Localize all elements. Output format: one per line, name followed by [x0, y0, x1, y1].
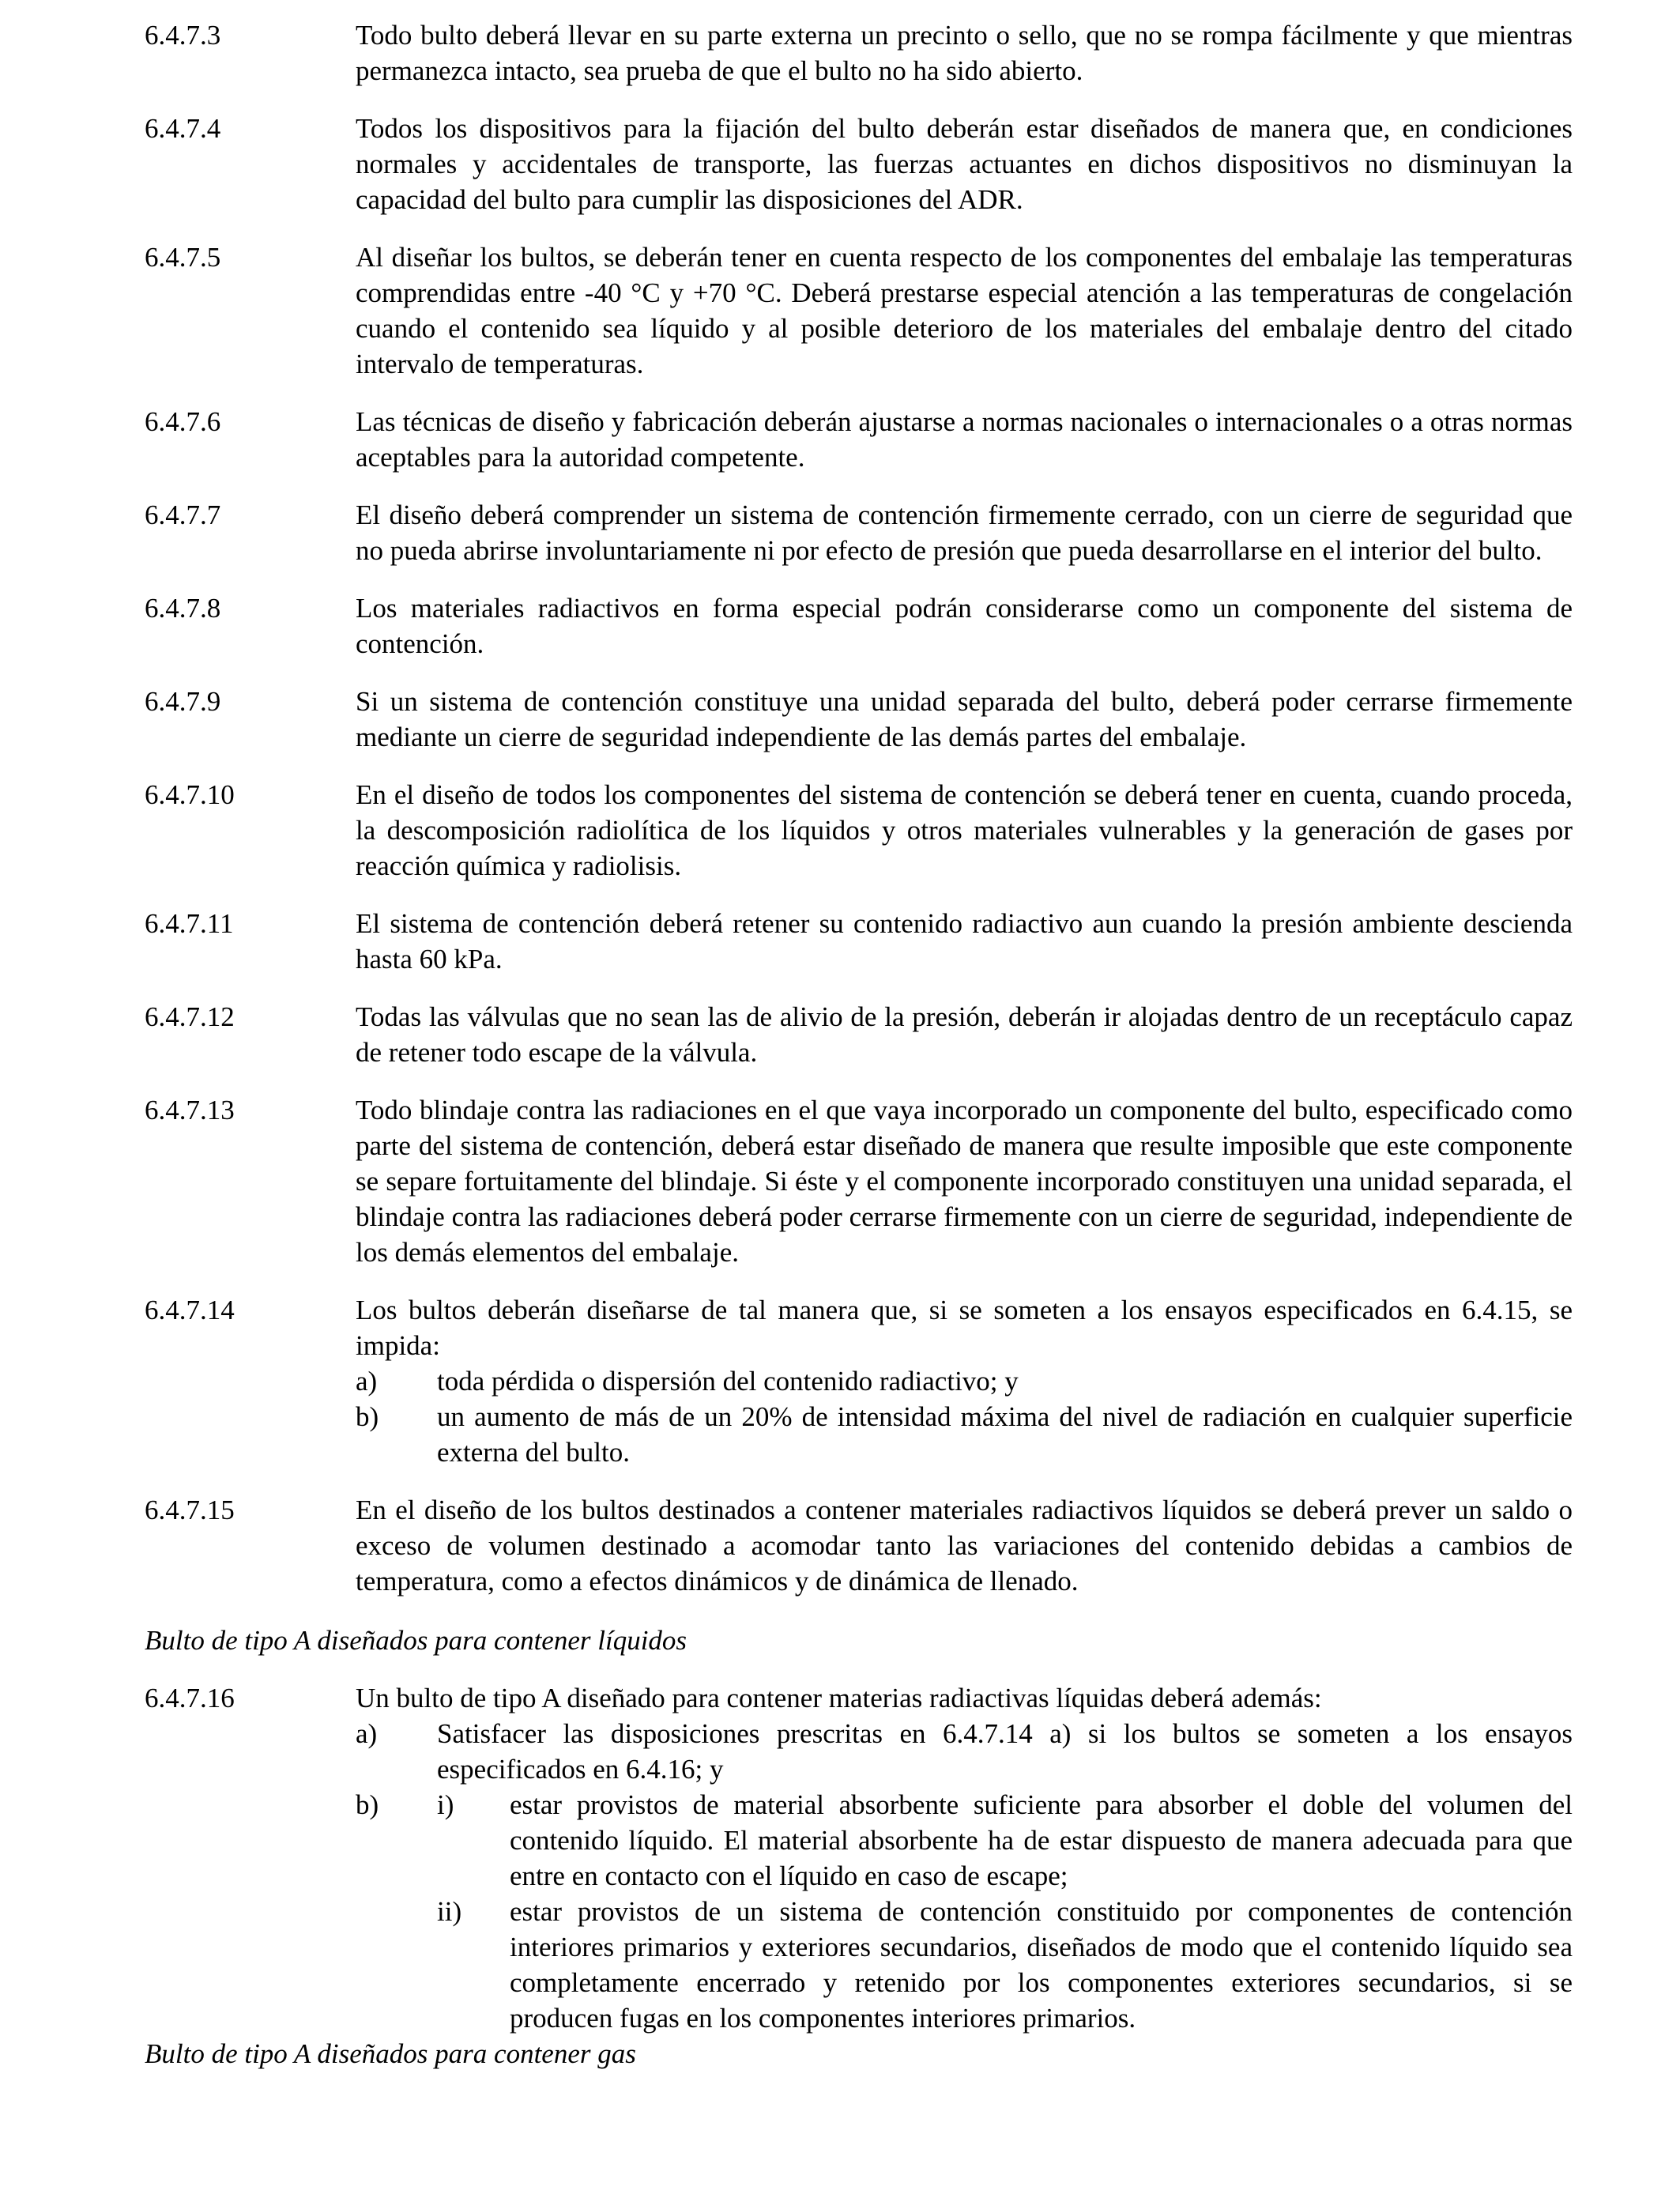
- clause: [145, 17, 1573, 89]
- clause: [145, 239, 1573, 382]
- clause-text: Las técnicas de diseño y fabricación deberán ajustarse a normas nacionales o internacionales o a otras normas aceptables para la autoridad competente.: [356, 406, 1573, 473]
- clause-body: [356, 1292, 1573, 1470]
- list-item-text: toda pérdida o dispersión del contenido radiactivo; y: [437, 1366, 1019, 1397]
- clause-number: 6.4.7.15: [145, 1495, 235, 1525]
- clause-body: [356, 777, 1573, 884]
- list-item: [356, 1363, 1573, 1399]
- list-item-text: un aumento de más de un 20% de intensidad máxima del nivel de radiación en cualquier superficie externa del bulto.: [437, 1401, 1573, 1468]
- clause-text: Todo bulto deberá llevar en su parte externa un precinto o sello, que no se rompa fácilmente y que mientras permanezca intacto, sea prueba de que el bulto no ha sido abierto.: [356, 20, 1573, 86]
- clause-body: [356, 111, 1573, 217]
- clause: [145, 404, 1573, 475]
- clause-number: 6.4.7.13: [145, 1095, 235, 1125]
- clause-body: [356, 497, 1573, 568]
- clause-text: El sistema de contención deberá retener su contenido radiactivo aun cuando la presión ambiente descienda hasta 60 kPa.: [356, 908, 1573, 974]
- clause: [145, 999, 1573, 1070]
- clause: [145, 906, 1573, 977]
- clause-number: 6.4.7.8: [145, 593, 221, 624]
- clause-text: Todos los dispositivos para la fijación del bulto deberán estar diseñados de manera que, en condiciones normales y accidentales de transporte, las fuerzas actuantes en dichos dispositivos no disminuyan la capacidad del bulto para cumplir las disposiciones del ADR.: [356, 113, 1573, 215]
- list-item-marker: b): [356, 1789, 379, 1820]
- list-item-marker: a): [356, 1718, 378, 1749]
- clause-number: 6.4.7.3: [145, 20, 221, 51]
- clause-body: [356, 404, 1573, 475]
- sublist-item-marker: ii): [437, 1896, 462, 1927]
- sublist-item-text: estar provistos de un sistema de contención constituido por componentes de contención interiores primarios y exteriores secundarios, diseñados de modo que el contenido líquido sea completamente encerrado y retenido por los componentes exteriores secundarios, si se producen fugas en los componentes interiores primarios.: [510, 1896, 1573, 2034]
- clause-body: [356, 999, 1573, 1070]
- clause-text: En el diseño de todos los componentes del sistema de contención se deberá tener en cuenta, cuando proceda, la descomposición radiolítica de los líquidos y otros materiales vulnerables y la generación de gases por reacción química y radiolisis.: [356, 779, 1573, 881]
- clause-number: 6.4.7.5: [145, 242, 221, 273]
- list-item-text: Satisfacer las disposiciones prescritas en 6.4.7.14 a) si los bultos se someten a los ensayos especificados en 6.4.16; y: [437, 1718, 1573, 1785]
- clause-text: Los bultos deberán diseñarse de tal manera que, si se someten a los ensayos especificados en 6.4.15, se impida:: [356, 1295, 1573, 1361]
- clause-number: 6.4.7.6: [145, 406, 221, 437]
- clause: [145, 1492, 1573, 1599]
- clause: [145, 111, 1573, 217]
- sublist-item: [437, 1787, 1573, 1894]
- clause-body: [356, 590, 1573, 662]
- sublist-item-marker: i): [437, 1789, 454, 1820]
- sublist-item-text: estar provistos de material absorbente suficiente para absorber el doble del volumen del contenido líquido. El material absorbente ha de estar dispuesto de manera adecuada para que entre en contacto con el líquido en caso de escape;: [510, 1789, 1573, 1891]
- clause: [145, 684, 1573, 755]
- clause-number: 6.4.7.9: [145, 686, 221, 717]
- clause: [145, 1680, 1573, 2036]
- clause-text: Los materiales radiactivos en forma especial podrán considerarse como un componente del sistema de contención.: [356, 593, 1573, 659]
- list-item: [356, 1716, 1573, 1787]
- clause-body: [356, 906, 1573, 977]
- clause-number: 6.4.7.11: [145, 908, 234, 939]
- clause: [145, 497, 1573, 568]
- clause: [145, 1292, 1573, 1470]
- sublist-item: [437, 1894, 1573, 2036]
- clause-number: 6.4.7.10: [145, 779, 235, 810]
- section-heading: Bulto de tipo A diseñados para contener líquidos: [145, 1625, 687, 1656]
- clause-body: [356, 1492, 1573, 1599]
- clause-body: [356, 1092, 1573, 1270]
- clause-text: El diseño deberá comprender un sistema de contención firmemente cerrado, con un cierre de seguridad que no pueda abrirse involuntariamente ni por efecto de presión que pueda desarrollarse en el interior del bulto.: [356, 499, 1573, 566]
- clause-number: 6.4.7.14: [145, 1295, 235, 1325]
- clause-text: Todas las válvulas que no sean las de alivio de la presión, deberán ir alojadas dentro de un receptáculo capaz de retener todo escape de la válvula.: [356, 1001, 1573, 1068]
- clause-number: 6.4.7.12: [145, 1001, 235, 1032]
- clause-text: Un bulto de tipo A diseñado para contener materias radiactivas líquidas deberá además:: [356, 1683, 1322, 1713]
- clause-text: En el diseño de los bultos destinados a contener materiales radiactivos líquidos se deberá prever un saldo o exceso de volumen destinado a acomodar tanto las variaciones del contenido debidas a cambios de temperatura, como a efectos dinámicos y de dinámica de llenado.: [356, 1495, 1573, 1596]
- list-item: [356, 1399, 1573, 1470]
- clause-body: [356, 239, 1573, 382]
- clause-number: 6.4.7.7: [145, 499, 221, 530]
- clause-number: 6.4.7.4: [145, 113, 221, 144]
- clause-body: [356, 1680, 1573, 2036]
- list-item: [356, 1787, 1573, 2036]
- list-item-marker: a): [356, 1366, 378, 1397]
- clause: [145, 1092, 1573, 1270]
- clause: [145, 777, 1573, 884]
- clause-body: [356, 17, 1573, 89]
- clause-body: [356, 684, 1573, 755]
- clause: [145, 590, 1573, 662]
- clause-text: Todo blindaje contra las radiaciones en el que vaya incorporado un componente del bulto, especificado como parte del sistema de contención, deberá estar diseñado de manera que resulte imposible que este componente se separe fortuitamente del blindaje. Si éste y el componente incorporado constituyen una unidad separada, el blindaje contra las radiaciones deberá poder cerrarse firmemente con un cierre de seguridad, independiente de los demás elementos del embalaje.: [356, 1095, 1573, 1268]
- sublist: [437, 1787, 1573, 2036]
- section-heading: Bulto de tipo A diseñados para contener gas: [145, 2038, 636, 2069]
- list-item-marker: b): [356, 1401, 379, 1432]
- document-body: [145, 17, 1573, 2071]
- clause-text: Si un sistema de contención constituye una unidad separada del bulto, deberá poder cerrarse firmemente mediante un cierre de seguridad independiente de las demás partes del embalaje.: [356, 686, 1573, 752]
- clause-number: 6.4.7.16: [145, 1683, 235, 1713]
- clause-text: Al diseñar los bultos, se deberán tener en cuenta respecto de los componentes del embalaje las temperaturas comprendidas entre -40 °C y +70 °C. Deberá prestarse especial atención a las temperaturas de congelación cuando el contenido sea líquido y al posible deterioro de los materiales del embalaje dentro del citado intervalo de temperaturas.: [356, 242, 1573, 379]
